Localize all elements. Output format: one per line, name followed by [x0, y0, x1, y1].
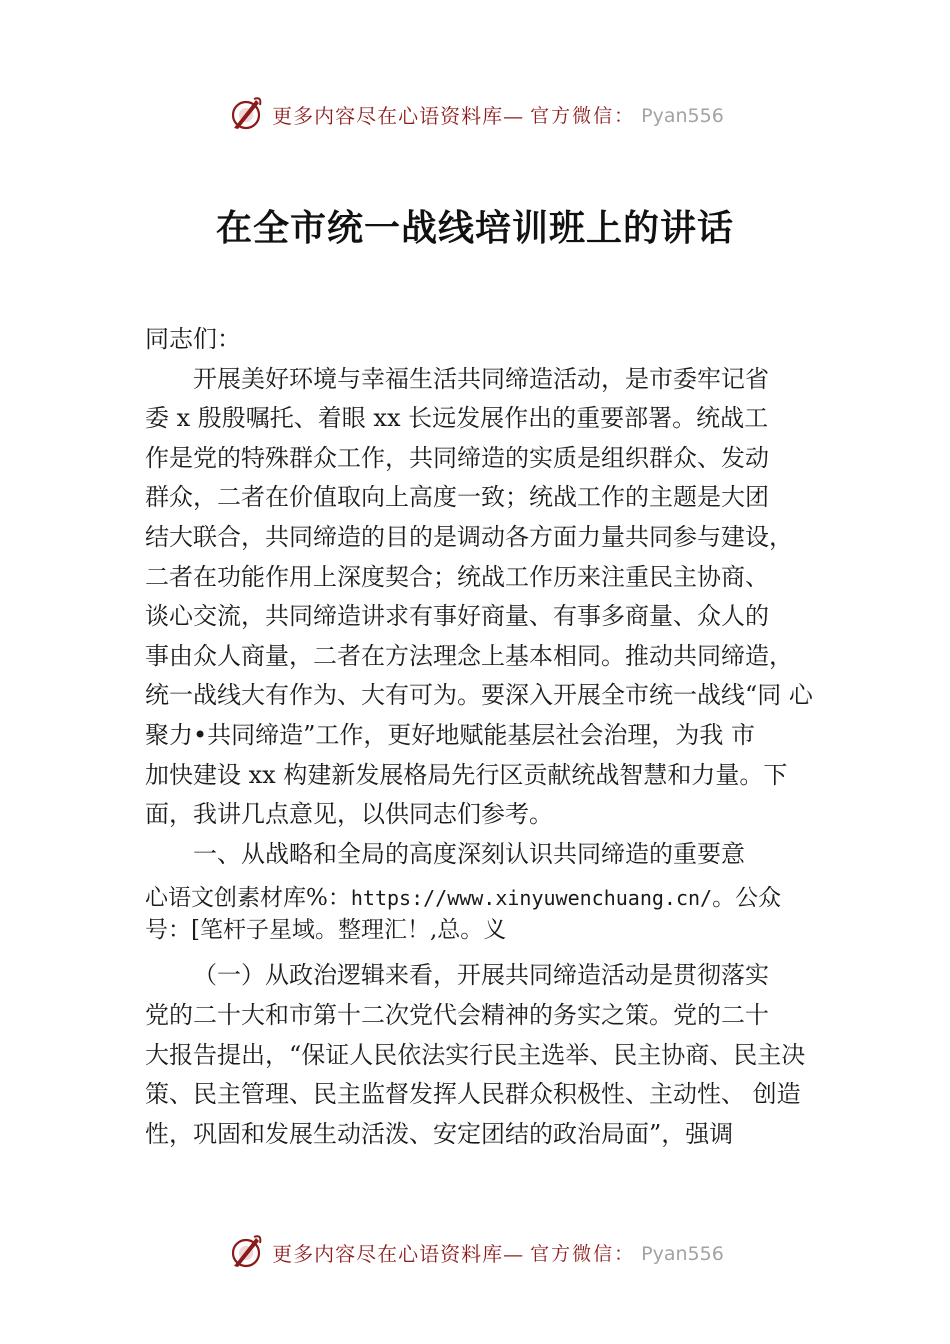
- paragraph-line: 党的二十大和市第十二次党代会精神的务实之策。党的二十: [145, 1000, 769, 1029]
- subsection-heading: （一）从政治逻辑来看，开展共同缔造活动是贯彻落实: [193, 961, 769, 990]
- banner-text: 更多内容尽在心语资料库—: [272, 103, 525, 128]
- footer-banner: [0, 1230, 950, 1274]
- paragraph-line: 加快建设 xx 构建新发展格局先行区贡献统战智慧和力量。下: [145, 760, 788, 789]
- paragraph-line: 作是党的特殊群众工作，共同缔造的实质是组织群众、发动: [145, 443, 769, 472]
- paragraph-line: 结大联合，共同缔造的目的是调动各方面力量共同参与建设，: [145, 522, 793, 551]
- document-title: 在全市统一战线培训班上的讲话: [215, 208, 734, 249]
- banner-contact: [530, 1239, 724, 1266]
- paragraph-line: 事由众人商量，二者在方法理念上基本相同。推动共同缔造，: [145, 641, 793, 670]
- paragraph-line: 聚力•共同缔造”工作，更好地赋能基层社会治理，为我 市: [145, 720, 756, 749]
- banner-contact: [530, 101, 724, 128]
- wechat-id: Pyan556: [641, 104, 724, 127]
- section-heading: 一、从战略和全局的高度深刻认识共同缔造的重要意: [193, 839, 745, 868]
- source-note-prefix: 心语文创素材库%：: [145, 885, 351, 912]
- paragraph-line: 委 x 殷殷嘱托、着眼 xx 长远发展作出的重要部署。统战工: [145, 404, 769, 433]
- banner-text: 更多内容尽在心语资料库—: [272, 1241, 525, 1266]
- quill-logo-icon: [226, 1232, 266, 1272]
- paragraph-line: 谈心交流，共同缔造讲求有事好商量、有事多商量、众人的: [145, 602, 769, 631]
- paragraph-line: 群众，二者在价值取向上高度一致；统战工作的主题是大团: [145, 483, 769, 512]
- wechat-id: Pyan556: [641, 1242, 724, 1265]
- source-note-suffix: 。公众: [712, 885, 782, 912]
- paragraph-line: 策、民主管理、民主监督发挥人民群众积极性、主动性、 创造: [145, 1080, 801, 1109]
- paragraph-line: 二者在功能作用上深度契合；统战工作历来注重民主协商、: [145, 562, 769, 591]
- source-url-link[interactable]: https://www.xinyuwenchuang.cn/: [350, 886, 713, 911]
- document-body: [145, 320, 825, 1154]
- quill-logo-icon: [226, 94, 266, 134]
- salutation: 同志们：: [145, 325, 241, 353]
- source-note-line: [145, 882, 825, 914]
- wechat-label: 官方微信：: [530, 1242, 636, 1265]
- paragraph-line: 性，巩固和发展生动活泼、安定团结的政治局面”，强调: [145, 1119, 734, 1148]
- source-note-line-2: 号：[笔杆子星域。整理汇！,总。义: [145, 917, 507, 944]
- wechat-label: 官方微信：: [530, 104, 636, 127]
- paragraph-line: 开展美好环境与幸福生活共同缔造活动，是市委牢记省: [193, 364, 769, 393]
- paragraph-line: 大报告提出，“保证人民依法实行民主选举、民主协商、民主决: [145, 1040, 806, 1069]
- paragraph-line: 面，我讲几点意见，以供同志们参考。: [145, 800, 553, 829]
- paragraph-line: 统一战线大有作为、大有可为。要深入开展全市统一战线“同 心: [145, 681, 813, 710]
- header-banner: [0, 92, 950, 136]
